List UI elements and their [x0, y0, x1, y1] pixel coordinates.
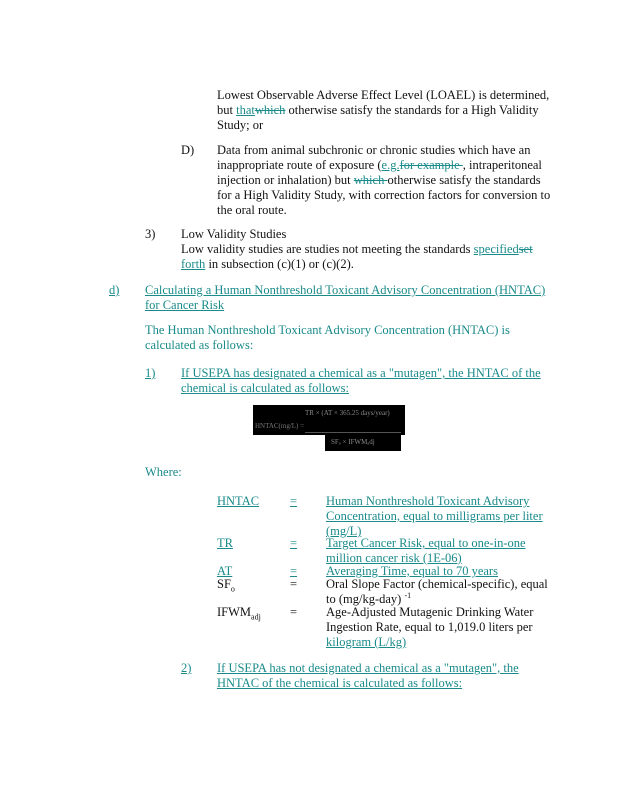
term-text: TR — [217, 536, 233, 550]
formula-fraction-bar — [305, 432, 401, 433]
item-D-line-4: for a High Validity Study, with correction factors for conversion to — [217, 188, 551, 202]
item-3-line-2 — [181, 257, 533, 272]
loael-line-1: Lowest Observable Adverse Effect Level (LOAEL) is determined, — [217, 88, 550, 102]
deleted-text: which — [353, 173, 388, 187]
def-line: Ingestion Rate, equal to 1,019.0 liters per — [326, 620, 533, 634]
def-eq-ifwm: = — [290, 605, 298, 619]
def-line: kilogram (L/kg) — [326, 635, 407, 649]
text-run: to (mg/kg-day) — [326, 592, 402, 606]
item-d-body-1: The Human Nonthreshold Toxicant Advisory Concentration (HNTAC) is — [145, 323, 510, 337]
def-line: Oral Slope Factor (chemical-specific), equal — [326, 577, 548, 591]
where-label: Where: — [145, 465, 182, 479]
item-D-paragraph — [217, 143, 550, 218]
def-desc-ifwm — [326, 605, 533, 650]
item-3-line-1 — [181, 242, 533, 257]
item-1-line-1: If USEPA has designated a chemical as a "mutagen", the HNTAC of the — [181, 366, 541, 380]
term-subscript: adj — [251, 612, 261, 622]
item-2-label: 2) — [181, 661, 192, 675]
loael-line-3: Study; or — [217, 118, 264, 132]
loael-line-2 — [217, 103, 549, 118]
def-term-hntac — [217, 494, 259, 509]
item-3-paragraph — [181, 227, 533, 272]
term-text: AT — [217, 564, 233, 578]
text-run: but — [217, 103, 237, 117]
deleted-text: set — [518, 242, 533, 256]
item-d-body-2: calculated as follows: — [145, 338, 254, 352]
formula-numerator: TR × (AT × 365.25 days/year) — [305, 409, 390, 417]
text-run: , intraperitoneal — [462, 158, 542, 172]
item-1-paragraph — [181, 366, 541, 396]
item-d-title-1: Calculating a Human Nonthreshold Toxicant Advisory Concentration (HNTAC) — [145, 283, 546, 297]
def-desc-hntac — [326, 494, 543, 539]
term-text: SF — [217, 577, 231, 591]
def-desc-tr — [326, 536, 526, 566]
item-2-line-2: HNTAC of the chemical is calculated as follows: — [217, 676, 463, 690]
def-eq-tr: = — [290, 536, 298, 550]
inserted-text: that — [236, 103, 255, 117]
def-eq-sfo: = — [290, 577, 298, 591]
def-term-sfo — [217, 577, 235, 592]
inserted-text: e.g. — [381, 158, 400, 172]
item-d-title-2: for Cancer Risk — [145, 298, 225, 312]
item-3-title: Low Validity Studies — [181, 227, 287, 241]
def-term-tr — [217, 536, 233, 551]
text-run: Low validity studies are studies not meeting the standards — [181, 242, 474, 256]
item-2-line-1: If USEPA has not designated a chemical as a "mutagen", the — [217, 661, 519, 675]
text-run: inappropriate route of exposure ( — [217, 158, 382, 172]
def-term-ifwm — [217, 605, 261, 620]
item-1-line-2: chemical is calculated as follows: — [181, 381, 349, 395]
exponent: -1 — [404, 590, 412, 600]
item-D-line-5: the oral route. — [217, 203, 287, 217]
item-D-line-2 — [217, 158, 550, 173]
def-desc-sfo — [326, 577, 548, 607]
item-d-heading — [145, 283, 545, 313]
def-line: Target Cancer Risk, equal to one-in-one — [326, 536, 526, 550]
def-line: million cancer risk (1E-06) — [326, 551, 462, 565]
formula-lhs: HNTAC(mg/L) = — [255, 422, 305, 430]
def-line: Concentration, equal to milligrams per liter — [326, 509, 543, 523]
item-d-body — [145, 323, 510, 353]
text-run: injection or inhalation) but — [217, 173, 354, 187]
text-run: otherwise satisfy the standards for a High Validity — [285, 103, 539, 117]
term-text: HNTAC — [217, 494, 260, 508]
text-run: in subsection (c)(1) or (c)(2). — [205, 257, 354, 271]
item-2-paragraph — [217, 661, 519, 691]
term-subscript: o — [230, 584, 235, 594]
loael-paragraph — [217, 88, 549, 133]
formula-image — [253, 405, 405, 451]
formula-denominator: SFₒ × IFWMₐdj — [331, 438, 375, 446]
item-d-label: d) — [109, 283, 120, 297]
def-line: Age-Adjusted Mutagenic Drinking Water — [326, 605, 534, 619]
deleted-text: for example — [399, 158, 463, 172]
item-D-line-1: Data from animal subchronic or chronic studies which have an — [217, 143, 531, 157]
text-run: otherwise satisfy the standards — [387, 173, 541, 187]
def-eq-hntac: = — [290, 494, 298, 508]
inserted-text: specified — [473, 242, 519, 256]
def-eq-at: = — [290, 564, 298, 578]
def-line: Human Nonthreshold Toxicant Advisory — [326, 494, 530, 508]
item-D-label: D) — [181, 143, 195, 157]
inserted-text: forth — [181, 257, 206, 271]
def-line: (mg/L) — [326, 524, 362, 538]
term-text: IFWM — [217, 605, 252, 619]
item-3-label: 3) — [145, 227, 156, 241]
deleted-text: which — [254, 103, 286, 117]
def-line: Averaging Time, equal to 70 years — [326, 564, 498, 578]
item-D-line-3 — [217, 173, 550, 188]
item-1-label: 1) — [145, 366, 156, 380]
